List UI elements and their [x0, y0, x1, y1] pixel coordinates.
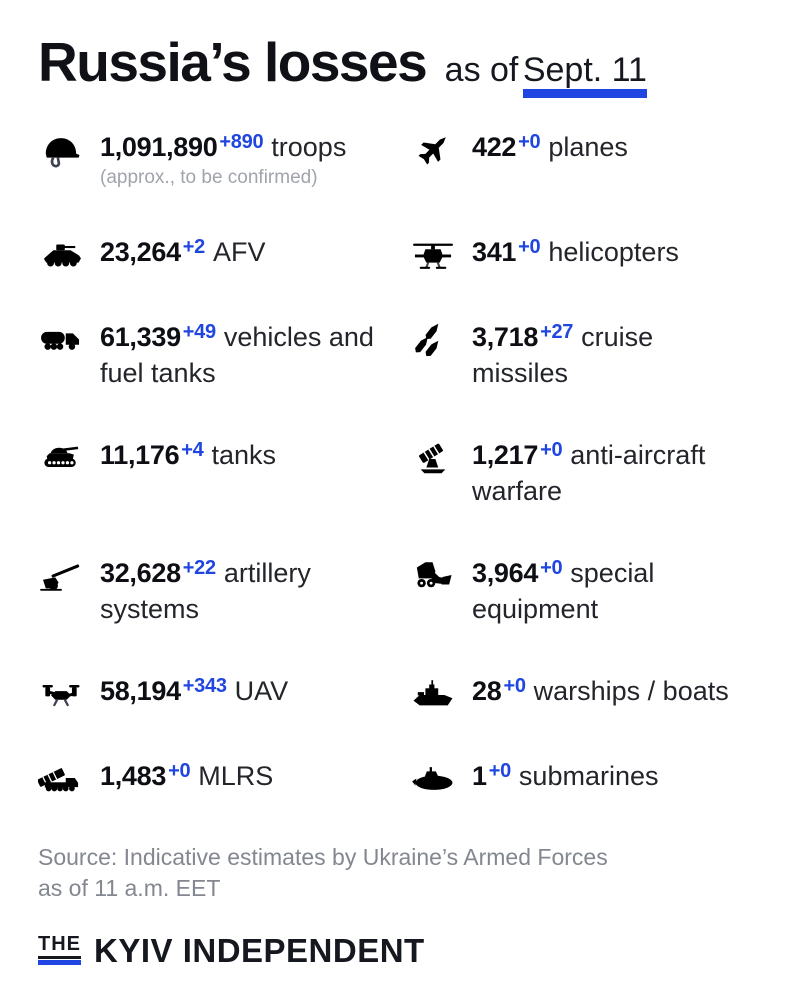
stat-tanks [38, 438, 410, 510]
stat-label: submarines [518, 760, 659, 791]
stat-value: 3,964 [472, 558, 539, 589]
stat-delta: +0 [168, 759, 191, 782]
stat-value: 58,194 [100, 675, 181, 706]
afv-icon [38, 235, 100, 274]
stat-label: cruise missiles [472, 322, 654, 389]
artillery-icon [38, 556, 100, 595]
warship-icon [410, 674, 472, 713]
stat-delta: +0 [518, 130, 541, 153]
loader-icon [410, 556, 472, 595]
stat-uav [38, 674, 410, 713]
tank-icon [38, 438, 100, 477]
stat-delta: +0 [540, 439, 563, 462]
stat-value: 61,339 [100, 322, 181, 353]
stat-value: 1,091,890 [100, 131, 218, 162]
stat-label: vehicles and fuel tanks [100, 322, 374, 389]
missiles-icon [410, 320, 472, 359]
stat-value: 341 [472, 237, 517, 268]
stat-label: special equipment [472, 558, 655, 624]
source-note [38, 842, 762, 904]
stat-value: 1,217 [472, 440, 539, 471]
stat-delta: +343 [182, 674, 227, 697]
stat-value: 422 [472, 131, 517, 162]
logo-brand-name: KYIV INDEPENDENT [94, 931, 425, 969]
as-of-label: as of [444, 51, 519, 89]
logo-the: THE [38, 934, 81, 959]
drone-icon [38, 674, 100, 713]
stat-mlrs [38, 759, 410, 798]
stat-value: 28 [472, 675, 502, 706]
stat-delta: +27 [540, 321, 574, 344]
stat-delta: +0 [518, 236, 541, 259]
stat-label: MLRS [198, 760, 274, 791]
stat-label: troops [271, 131, 347, 162]
stat-label: UAV [234, 675, 289, 706]
jet-icon [410, 130, 472, 169]
stat-value: 3,718 [472, 322, 539, 353]
stat-artillery [38, 556, 410, 628]
stat-troops [38, 130, 410, 190]
date-underlined: Sept. 11 [523, 53, 647, 98]
submarine-icon [410, 759, 472, 798]
source-line-2: as of 11 a.m. EET [38, 874, 221, 901]
stat-label: tanks [211, 440, 277, 471]
stat-label: warships / boats [533, 675, 729, 706]
stat-value: 1,483 [100, 760, 167, 791]
stat-delta: +0 [540, 557, 563, 580]
anti-aircraft-icon [410, 438, 472, 477]
logo-the-underline [38, 934, 81, 965]
stat-delta: +2 [182, 236, 205, 259]
stat-note: (approx., to be confirmed) [100, 166, 318, 188]
stat-label: anti-aircraft warfare [472, 440, 706, 507]
helicopter-icon [410, 235, 472, 274]
stat-value: 11,176 [100, 440, 180, 471]
stat-label: planes [548, 131, 628, 162]
helmet-icon [38, 130, 100, 169]
stat-label: AFV [213, 237, 266, 268]
stat-vehicles [38, 320, 410, 392]
stat-value: 23,264 [100, 237, 181, 268]
mlrs-icon [38, 759, 100, 798]
source-line-1: Source: Indicative estimates by Ukraine’s Armed Forces [38, 843, 608, 870]
stat-delta: +49 [182, 321, 216, 344]
stat-afv [38, 235, 410, 274]
stat-delta: +0 [488, 759, 511, 782]
stat-anti-aircraft [410, 438, 762, 510]
stat-value: 1 [472, 760, 487, 791]
fuel-truck-icon [38, 320, 100, 359]
stat-submarines [410, 759, 762, 798]
header [38, 30, 762, 98]
losses-grid [38, 130, 762, 798]
stat-planes [410, 130, 762, 190]
stat-helicopters [410, 235, 762, 274]
stat-value: 32,628 [100, 558, 181, 589]
stat-delta: +22 [182, 557, 216, 580]
stat-special-equipment [410, 556, 762, 628]
stat-warships [410, 674, 762, 713]
stat-delta: +890 [219, 130, 264, 153]
page-title: Russia’s losses [38, 31, 427, 93]
stat-delta: +0 [503, 674, 526, 697]
stat-label: helicopters [548, 237, 679, 268]
stat-cruise-missiles [410, 320, 762, 392]
stat-delta: +4 [181, 439, 204, 462]
stat-label: artillery systems [100, 558, 311, 624]
kyiv-independent-logo [38, 931, 762, 969]
